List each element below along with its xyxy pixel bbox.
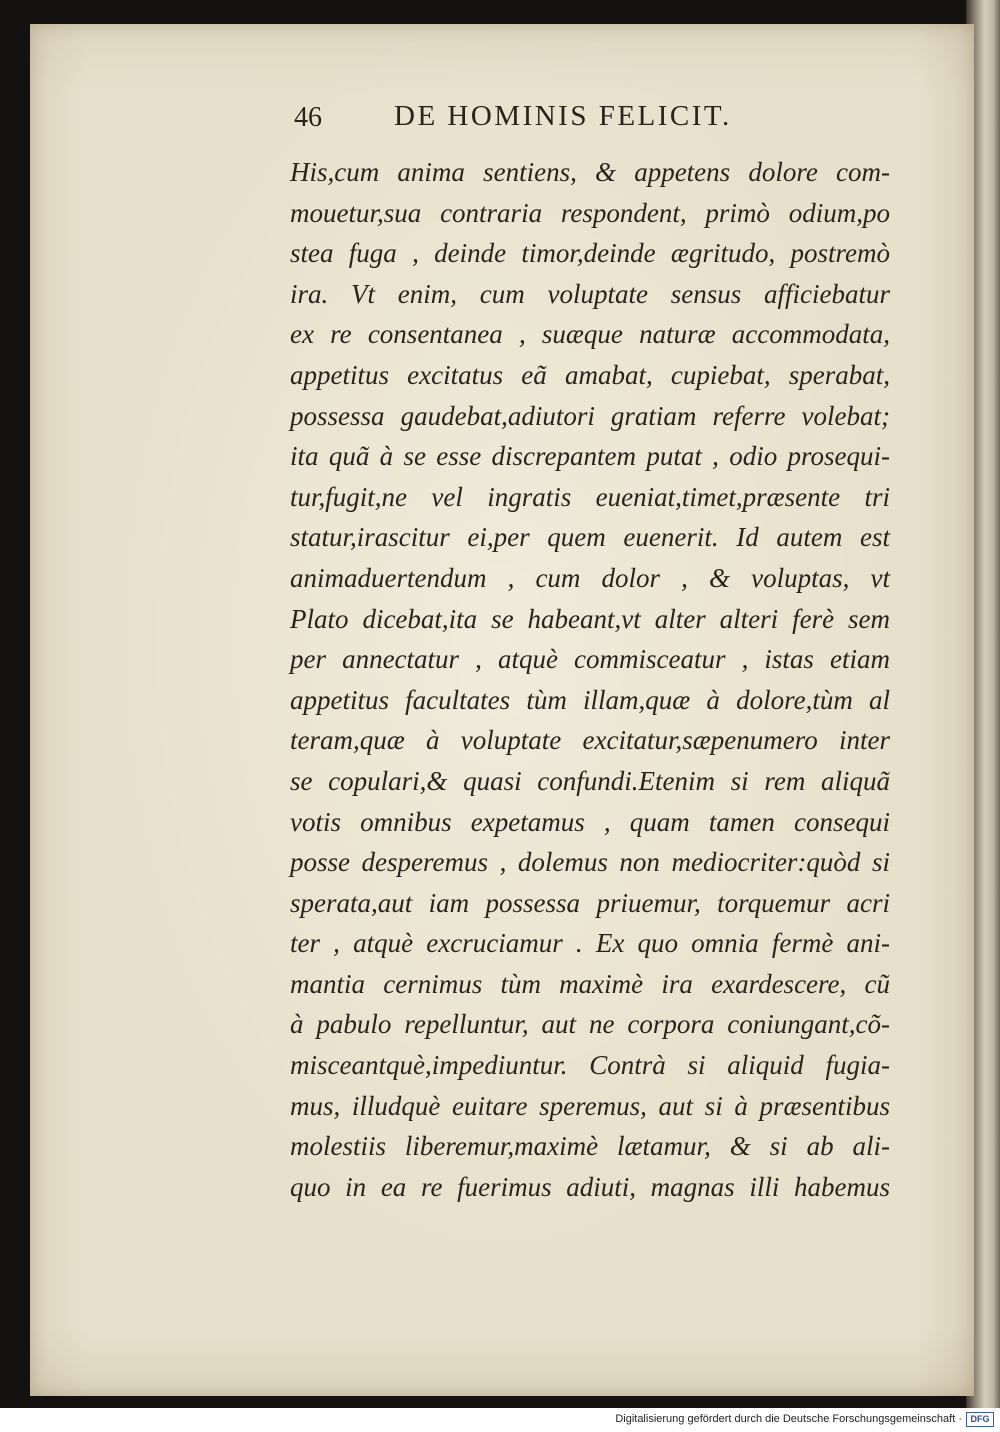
text-line: se copulari,& quasi confundi.Etenim si rem aliquã [290, 765, 890, 796]
text-line: per annectatur , atquè commisceatur , istas etiam [290, 644, 890, 675]
text-line: ira. Vt enim, cum voluptate sensus afficiebatur [290, 278, 890, 309]
page-number: 46 [294, 102, 322, 133]
text-line: stea fuga , deinde timor,deinde ægritudo, postremò [290, 238, 890, 269]
text-line: ita quã à se esse discrepantem putat , odio prosequi- [290, 441, 890, 472]
dfg-logo-icon: DFG [966, 1412, 994, 1427]
text-line: ex re consentanea , suæque naturæ accommodata, [290, 319, 890, 350]
text-line: Plato dicebat,ita se habeant,vt alter alteri ferè sem [290, 603, 890, 634]
text-line: animaduertendum , cum dolor , & voluptas, vt [290, 562, 890, 593]
text-line: quo in ea re fuerimus adiuti, magnas illi habemus [290, 1171, 890, 1202]
book-page [30, 24, 974, 1396]
text-line: à pabulo repelluntur, aut ne corpora coniungant,cõ- [290, 1009, 890, 1040]
text-line: appetitus excitatus eã amabat, cupiebat, sperabat, [290, 359, 890, 390]
text-line: statur,irascitur ei,per quem euenerit. Id autem est [290, 522, 890, 553]
text-line: mus, illudquè euitare speremus, aut si à præsentibus [290, 1090, 890, 1121]
text-line: teram,quæ à voluptate excitatur,sæpenumero inter [290, 725, 890, 756]
running-head-title: DE HOMINIS FELICIT. [394, 100, 732, 132]
footer-credit: Digitalisierung gefördert durch die Deutsche Forschungsgemeinschaft · [615, 1413, 962, 1425]
text-line: appetitus facultates tùm illam,quæ à dolore,tùm al [290, 684, 890, 715]
text-line: tur,fugit,ne vel ingratis eueniat,timet,præsente tri [290, 481, 890, 512]
running-head [294, 100, 854, 140]
footer [0, 1408, 1000, 1432]
text-line: His,cum anima sentiens, & appetens dolore com- [290, 157, 890, 187]
text-line: sperata,aut iam possessa priuemur, torquemur acri [290, 887, 890, 918]
text-line: mouetur,sua contraria respondent, primò odium,po [290, 197, 890, 228]
body-text [290, 152, 890, 1207]
text-line: possessa gaudebat,adiutori gratiam referre volebat; [290, 400, 890, 431]
text-line: posse desperemus , dolemus non mediocriter:quòd si [290, 847, 890, 878]
text-line: mantia cernimus tùm maximè ira exardescere, cũ [290, 968, 890, 999]
text-line: ter , atquè excruciamur . Ex quo omnia fermè ani- [290, 928, 890, 959]
text-line: votis omnibus expetamus , quam tamen consequi [290, 806, 890, 837]
text-line: misceantquè,impediuntur. Contrà si aliquid fugia- [290, 1050, 890, 1081]
text-line: molestiis liberemur,maximè lætamur, & si ab ali- [290, 1131, 890, 1162]
